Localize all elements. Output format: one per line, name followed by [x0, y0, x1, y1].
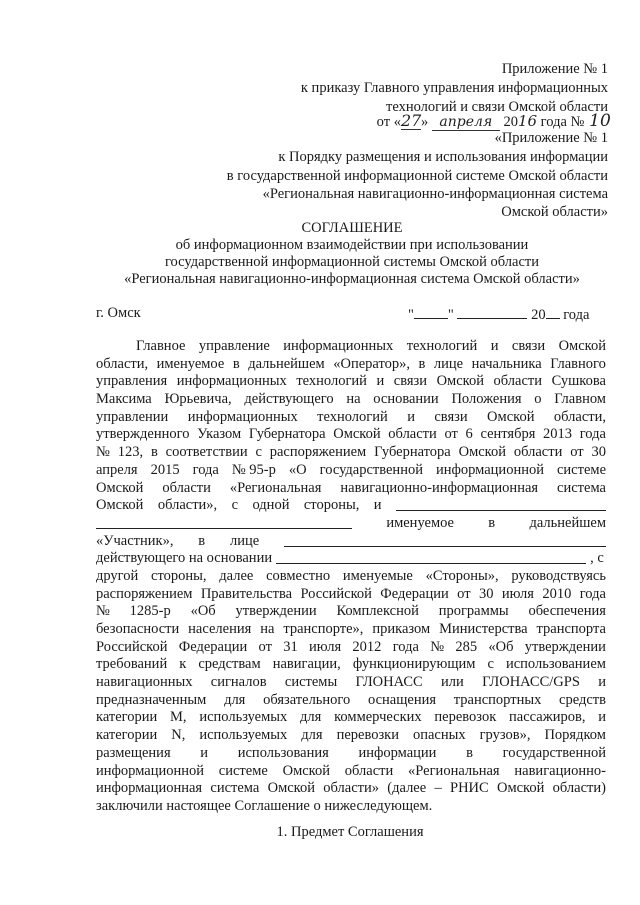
participant-name-blank-2: [96, 515, 352, 529]
body-line: информационная система Омской области» (далее – РНИС Омской области): [96, 780, 606, 797]
date-year-blank: [546, 305, 560, 319]
procedure-reference: к Порядку размещения и использования информации: [278, 149, 608, 165]
appendix-label: Приложение № 1: [501, 61, 608, 77]
body-line: № 123, в соответствии с распоряжением Губернатора Омской области от 30: [96, 444, 606, 461]
procedure-reference-4: Омской области»: [501, 204, 608, 220]
body-line: Главное управление информационных технологий и связи Омской: [136, 338, 606, 354]
handwritten-month: апреля: [432, 114, 500, 131]
doc-subtitle-1: об информационном взаимодействии при использовании: [175, 237, 529, 253]
doc-title: СОГЛАШЕНИЕ: [301, 220, 403, 236]
representative-blank: [284, 533, 606, 547]
body-line: действующего на основании , с: [96, 550, 604, 567]
body-line: Максима Юрьевича, действующего на основании Положения о Главном: [96, 391, 606, 408]
handwritten-day: 27: [400, 111, 422, 130]
body-line: информационной системе Омской области «Региональная навигационно-: [96, 762, 606, 779]
body-line: Омской области «Региональная навигационно-информационная система: [96, 479, 606, 496]
participant-name-blank: [396, 497, 606, 511]
date-day-blank: [414, 305, 448, 319]
body-line: управления информационных технологий и связи Омской области Сушкова: [96, 373, 606, 390]
body-line: Омской области», с одной стороны, и: [96, 497, 606, 515]
body-line: распоряжением Правительства Российской Федерации от 30 июля 2010 года: [96, 585, 606, 602]
date-quote-open: ": [408, 307, 414, 323]
body-line: другой стороны, далее совместно именуемые «Стороны», руководствуясь: [96, 567, 606, 584]
date-quote-close: ": [447, 307, 454, 323]
agreement-date-line: [408, 305, 589, 324]
doc-subtitle-2: государственной информационной системы Омской области: [164, 254, 540, 270]
handwritten-order-number: 10: [589, 111, 611, 131]
year-suffix: года №: [540, 114, 585, 130]
date-year-suffix: года: [563, 307, 590, 323]
body-line: утвержденного Указом Губернатора Омской области от 6 сентября 2013 года: [96, 426, 606, 443]
body-line: безопасности населения на транспорте», приказом Министерства транспорта: [96, 621, 606, 637]
body-line: «Участник», в лице: [96, 533, 606, 551]
date-year-prefix: 20: [531, 307, 546, 323]
procedure-reference-2: в государственной информационной системе Омской области: [226, 168, 608, 184]
agreement-preamble: [96, 338, 606, 816]
body-line: области, именуемое в дальнейшем «Оператор», в лице начальника Главного: [96, 355, 606, 372]
city: г. Омск: [96, 305, 141, 321]
order-reference: к приказу Главного управления информационных: [300, 80, 608, 96]
basis-blank: [276, 550, 586, 564]
body-line: требований к средствам навигации, функционирующим с использованием: [96, 656, 606, 673]
date-month-blank: [457, 305, 527, 319]
date-mid: »: [420, 114, 429, 130]
body-line: категории N, используемых для перевозки опасных грузов», Порядком: [96, 727, 606, 744]
body-line: апреля 2015 года № 95-р «О государственной информационной системе: [96, 461, 606, 478]
date-prefix: от «: [376, 114, 401, 130]
appendix-label-2: «Приложение № 1: [494, 130, 608, 146]
body-line: заключили настоящее Соглашение о нижеследующем.: [96, 797, 433, 814]
doc-subtitle-3: «Региональная навигационно-информационная система Омской области»: [124, 271, 580, 287]
body-line: управлении информационных технологий и связи Омской области,: [96, 408, 606, 425]
body-line: навигационных сигналов системы ГЛОНАСС или ГЛОНАСС/GPS и: [96, 674, 606, 691]
body-line: категории М, используемых для коммерческих перевозок пассажиров, и: [96, 709, 606, 726]
section-heading: 1. Предмет Соглашения: [276, 824, 424, 840]
body-line: именуемое в дальнейшем: [96, 515, 606, 533]
year-prefix: 20: [503, 114, 518, 130]
body-line: Российской Федерации от 31 июля 2012 года № 285 «Об утверждении: [96, 638, 606, 655]
body-line: № 1285-р «Об утверждении Комплексной программы обеспечения: [96, 603, 606, 620]
procedure-reference-3: «Региональная навигационно-информационная система: [262, 186, 608, 202]
body-line: предназначенным для обязательного оснащения транспортных средств: [96, 691, 606, 708]
handwritten-year: 16: [517, 112, 538, 130]
order-reference-cont: технологий и связи Омской области: [386, 99, 608, 115]
body-line: размещения и использования информации в государственной: [96, 744, 606, 761]
